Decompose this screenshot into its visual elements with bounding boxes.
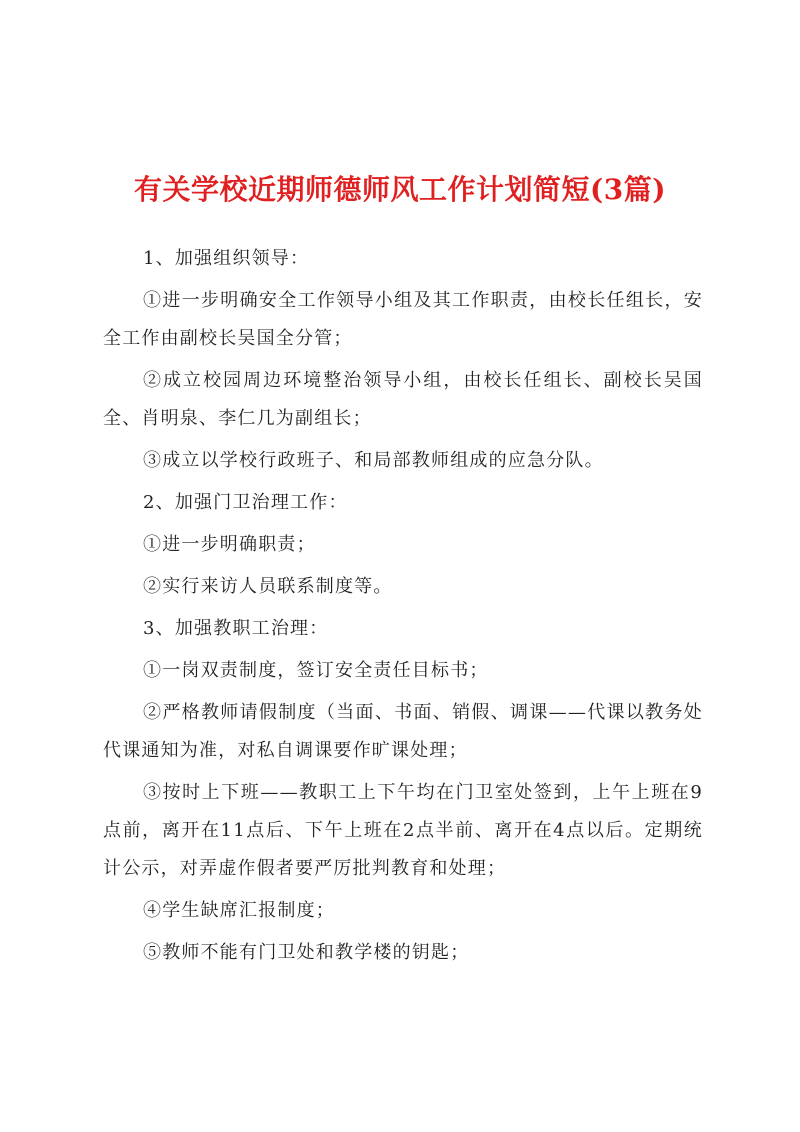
paragraph-11: ③按时上下班——教职工上下午均在门卫室处签到，上午上班在9点前，离开在11点后、下午上班在2点半前、离开在4点以后。定期统计公示，对弄虚作假者要严厉批判教育和处理；	[103, 782, 703, 879]
paragraph-10: ②严格教师请假制度（当面、书面、销假、调课——代课以教务处代课通知为准，对私自调课要作旷课处理；	[103, 702, 703, 761]
paragraph-13: ⑤教师不能有门卫处和教学楼的钥匙；	[143, 942, 470, 963]
paragraph-3: ②成立校园周边环境整治领导小组，由校长任组长、副校长吴国全、肖明泉、李仁几为副组长；	[103, 370, 703, 429]
paragraph-1: 1、加强组织领导：	[143, 248, 310, 269]
paragraph-5: 2、加强门卫治理工作：	[143, 492, 348, 513]
paragraph-2: ①进一步明确安全工作领导小组及其工作职责，由校长任组长，安全工作由副校长吴国全分管；	[103, 290, 703, 349]
document-title: 有关学校近期师德师风工作计划简短(3篇)	[134, 173, 666, 206]
paragraph-8: 3、加强教职工治理：	[143, 618, 329, 639]
paragraph-7: ②实行来访人员联系制度等。	[143, 576, 393, 597]
paragraph-9: ①一岗双责制度，签订安全责任目标书；	[143, 660, 489, 681]
paragraph-4: ③成立以学校行政班子、和局部教师组成的应急分队。	[143, 450, 604, 471]
document-body	[103, 240, 703, 976]
paragraph-12: ④学生缺席汇报制度；	[143, 900, 335, 921]
paragraph-6: ①进一步明确职责；	[143, 534, 316, 555]
